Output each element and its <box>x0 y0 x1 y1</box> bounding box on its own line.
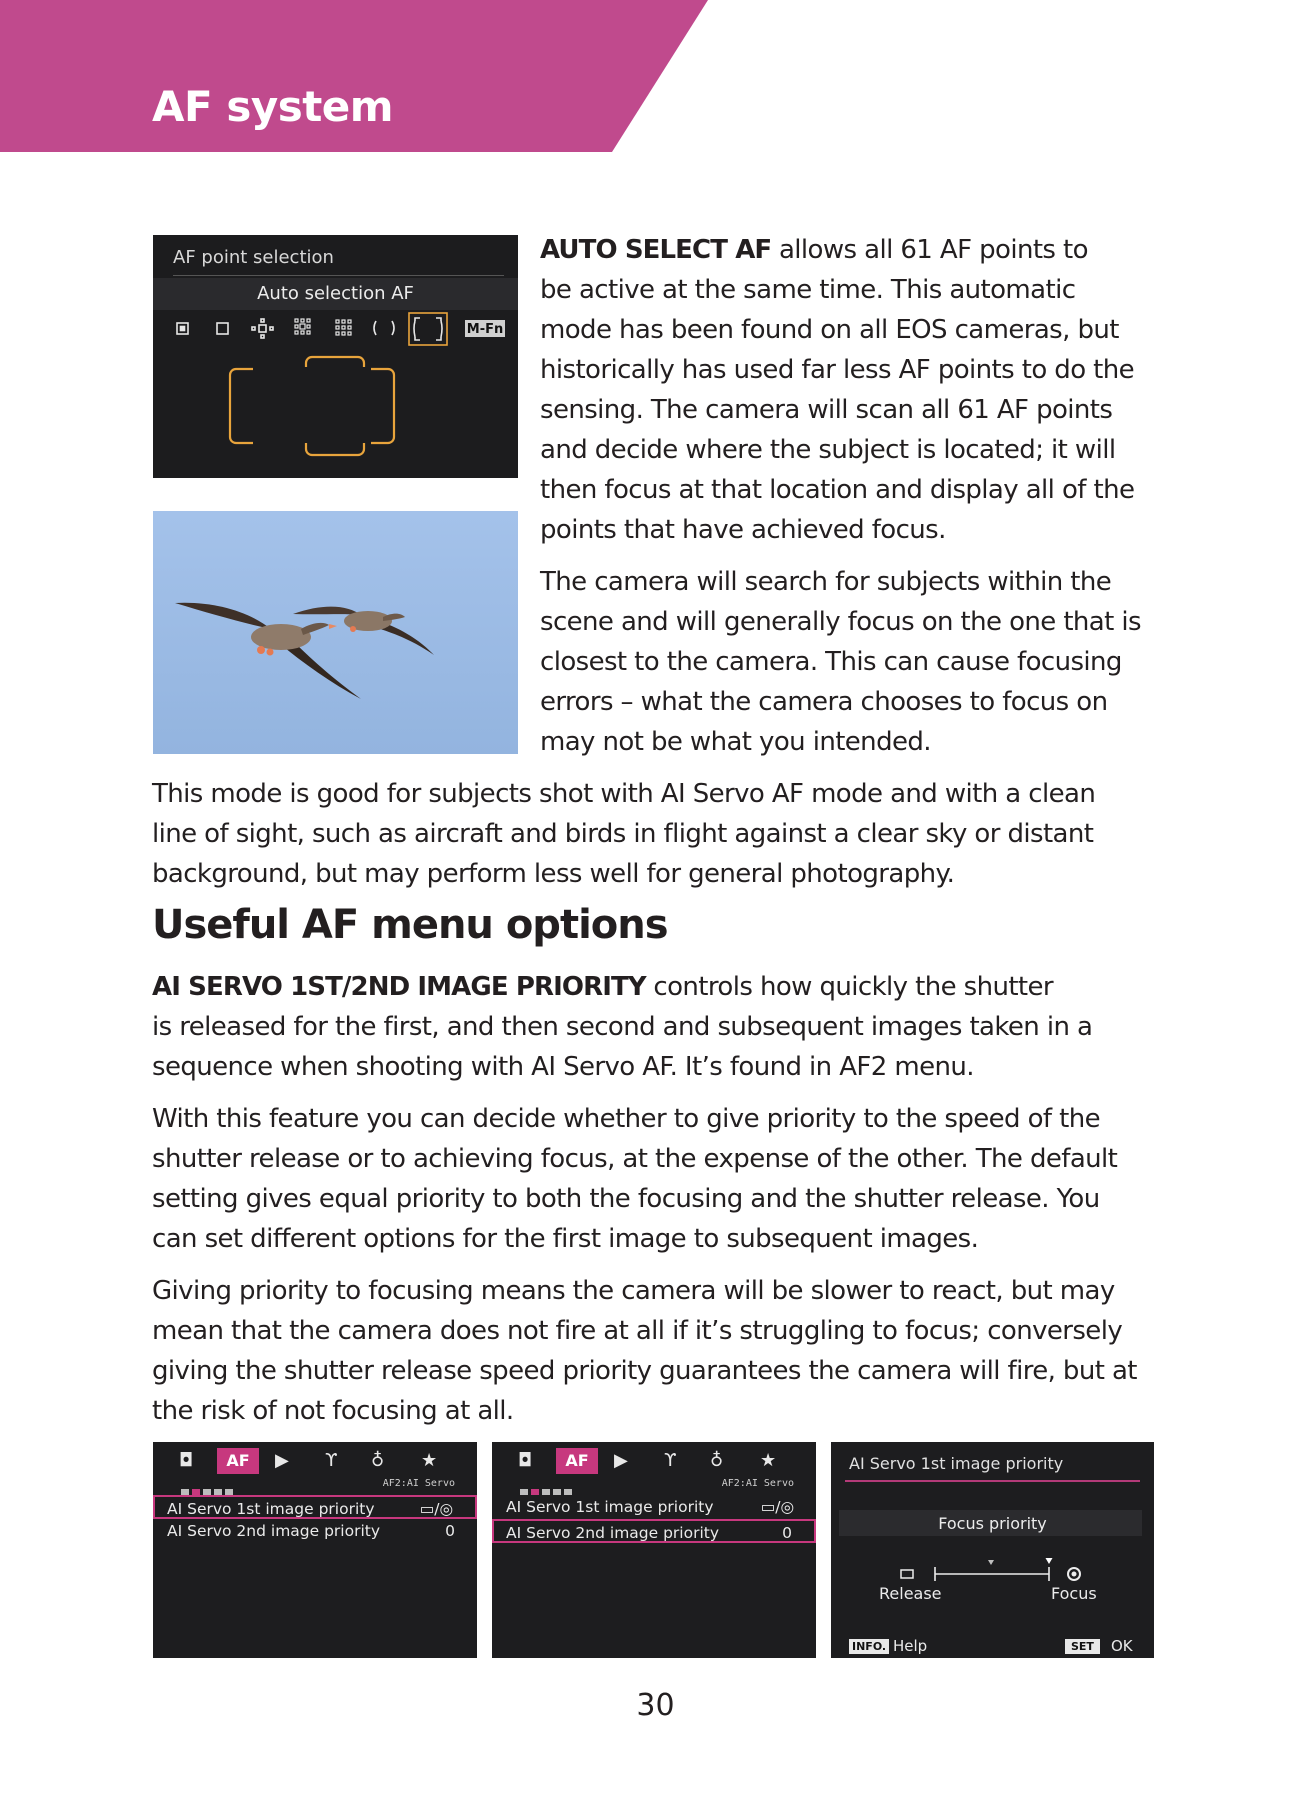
expand-surround-af-icon <box>295 319 310 334</box>
page-number: 30 <box>636 1688 675 1723</box>
tab-af: AF <box>217 1448 259 1474</box>
spot-af-icon <box>177 323 188 334</box>
help-label: Help <box>893 1637 928 1655</box>
menu-row-1st-image: AI Servo 1st image priority ▭/◎ <box>506 1498 794 1516</box>
star-icon: ★ <box>421 1450 438 1471</box>
header-banner <box>0 0 1311 152</box>
auto-select-paragraph: AUTO SELECT AF allows all 61 AF points to be active at the same time. This automatic mode has been found on all EOS cameras, but historically has used far less AF points to do the sensing. The camera will scan all 61 AF points and decide where the subject is located; it will then focus at that location and display all of the points that have achieved focus. <box>540 235 1135 545</box>
camera-icon: ◘ <box>179 1450 194 1471</box>
slider-default-marker <box>988 1560 994 1565</box>
af2-menu-screen-second <box>492 1442 816 1658</box>
af2-menu-screen-first <box>153 1442 477 1658</box>
slider-position-marker <box>1046 1558 1053 1564</box>
section-heading: Useful AF menu options <box>152 902 668 948</box>
info-button: INFO. <box>849 1639 889 1654</box>
mfn-label: M-Fn <box>466 322 504 337</box>
auto-select-lead: AUTO SELECT AF <box>540 235 772 265</box>
release-icon <box>901 1570 913 1578</box>
set-button: SET <box>1065 1639 1100 1654</box>
priority-setting-value: Focus priority <box>938 1514 1047 1533</box>
menu-page-dots <box>520 1480 580 1488</box>
priority-choice-paragraph: With this feature you can decide whether to give priority to the speed of the shutter release or to achieving focus, at the expense of the other. The default setting gives equal priority to both the focusing and the shutter release. You can set different options for the first image to subsequent images. <box>152 1104 1118 1254</box>
menu-row-1st-image: AI Servo 1st image priority ▭/◎ <box>153 1495 477 1519</box>
intro-column <box>540 230 1160 762</box>
auto-select-af-icon <box>409 313 447 345</box>
chapter-title: AF system <box>152 82 394 131</box>
expand-af-icon <box>252 319 273 338</box>
focus-icon <box>1068 1568 1080 1580</box>
custom-icon: ♁ <box>710 1450 724 1471</box>
tab-af: AF <box>556 1448 598 1474</box>
menu-row-2nd-image: AI Servo 2nd image priority 0 <box>492 1519 816 1543</box>
priority-slider <box>831 1442 1154 1658</box>
priority-screen-title: AI Servo 1st image priority <box>849 1454 1064 1473</box>
ai-servo-paragraph: AI SERVO 1ST/2ND IMAGE PRIORITY controls how quickly the shutter is released for the first, and then second and subsequent images taken in a sequence when shooting with AI Servo AF. It’s found in AF2 menu. <box>152 972 1093 1082</box>
focus-priority-paragraph: Giving priority to focusing means the camera will be slower to react, but may mean that the camera does not fire at all if it’s struggling to focus; conversely giving the shutter release speed priority guarantees the camera will fire, but at the risk of not focusing at all. <box>152 1276 1137 1426</box>
release-label: Release <box>879 1584 942 1603</box>
playback-icon: ▶ <box>614 1450 628 1471</box>
ok-label: OK <box>1111 1637 1133 1655</box>
menu-tabs <box>153 1442 477 1502</box>
menu-page-dots <box>181 1480 241 1488</box>
af-screen-mode: Auto selection AF <box>257 283 414 304</box>
menu-page-label: AF2:AI Servo <box>721 1478 794 1489</box>
zone-af-icon <box>336 320 351 335</box>
af-point-selection-screen <box>153 235 518 478</box>
mode-usage-paragraph: This mode is good for subjects shot with AI Servo AF mode and with a clean line of sight, such as aircraft and birds in flight against a clear sky or distant background, but may perform less well for general photography. <box>152 779 1096 889</box>
menu-row-2nd-image: AI Servo 2nd image priority 0 <box>167 1522 455 1540</box>
menu-tabs <box>492 1442 816 1502</box>
priority-screen-footer <box>831 1636 1154 1658</box>
af-screen-title: AF point selection <box>173 247 334 268</box>
geese-illustration <box>153 511 518 754</box>
ai-servo-lead: AI SERVO 1ST/2ND IMAGE PRIORITY <box>152 972 646 1002</box>
custom-icon: ♁ <box>371 1450 385 1471</box>
star-icon: ★ <box>760 1450 777 1471</box>
menu-options-text <box>152 967 1162 1431</box>
priority-setting-screen <box>831 1442 1154 1658</box>
menu-page-label: AF2:AI Servo <box>382 1478 455 1489</box>
af-area-frame <box>230 357 394 455</box>
focus-label: Focus <box>1051 1584 1097 1603</box>
search-paragraph: The camera will search for subjects within the scene and will generally focus on the one that is closest to the camera. This can cause focusing errors – what the camera chooses to focus on may not be what you intended. <box>540 567 1141 757</box>
camera-icon: ◘ <box>518 1450 533 1471</box>
single-point-af-icon <box>217 323 228 334</box>
wrench-icon: ϒ <box>325 1450 338 1471</box>
large-zone-af-icon <box>374 321 394 335</box>
playback-icon: ▶ <box>275 1450 289 1471</box>
flying-geese-photo <box>153 511 518 754</box>
wrench-icon: ϒ <box>664 1450 677 1471</box>
af-mode-icons <box>153 235 518 478</box>
